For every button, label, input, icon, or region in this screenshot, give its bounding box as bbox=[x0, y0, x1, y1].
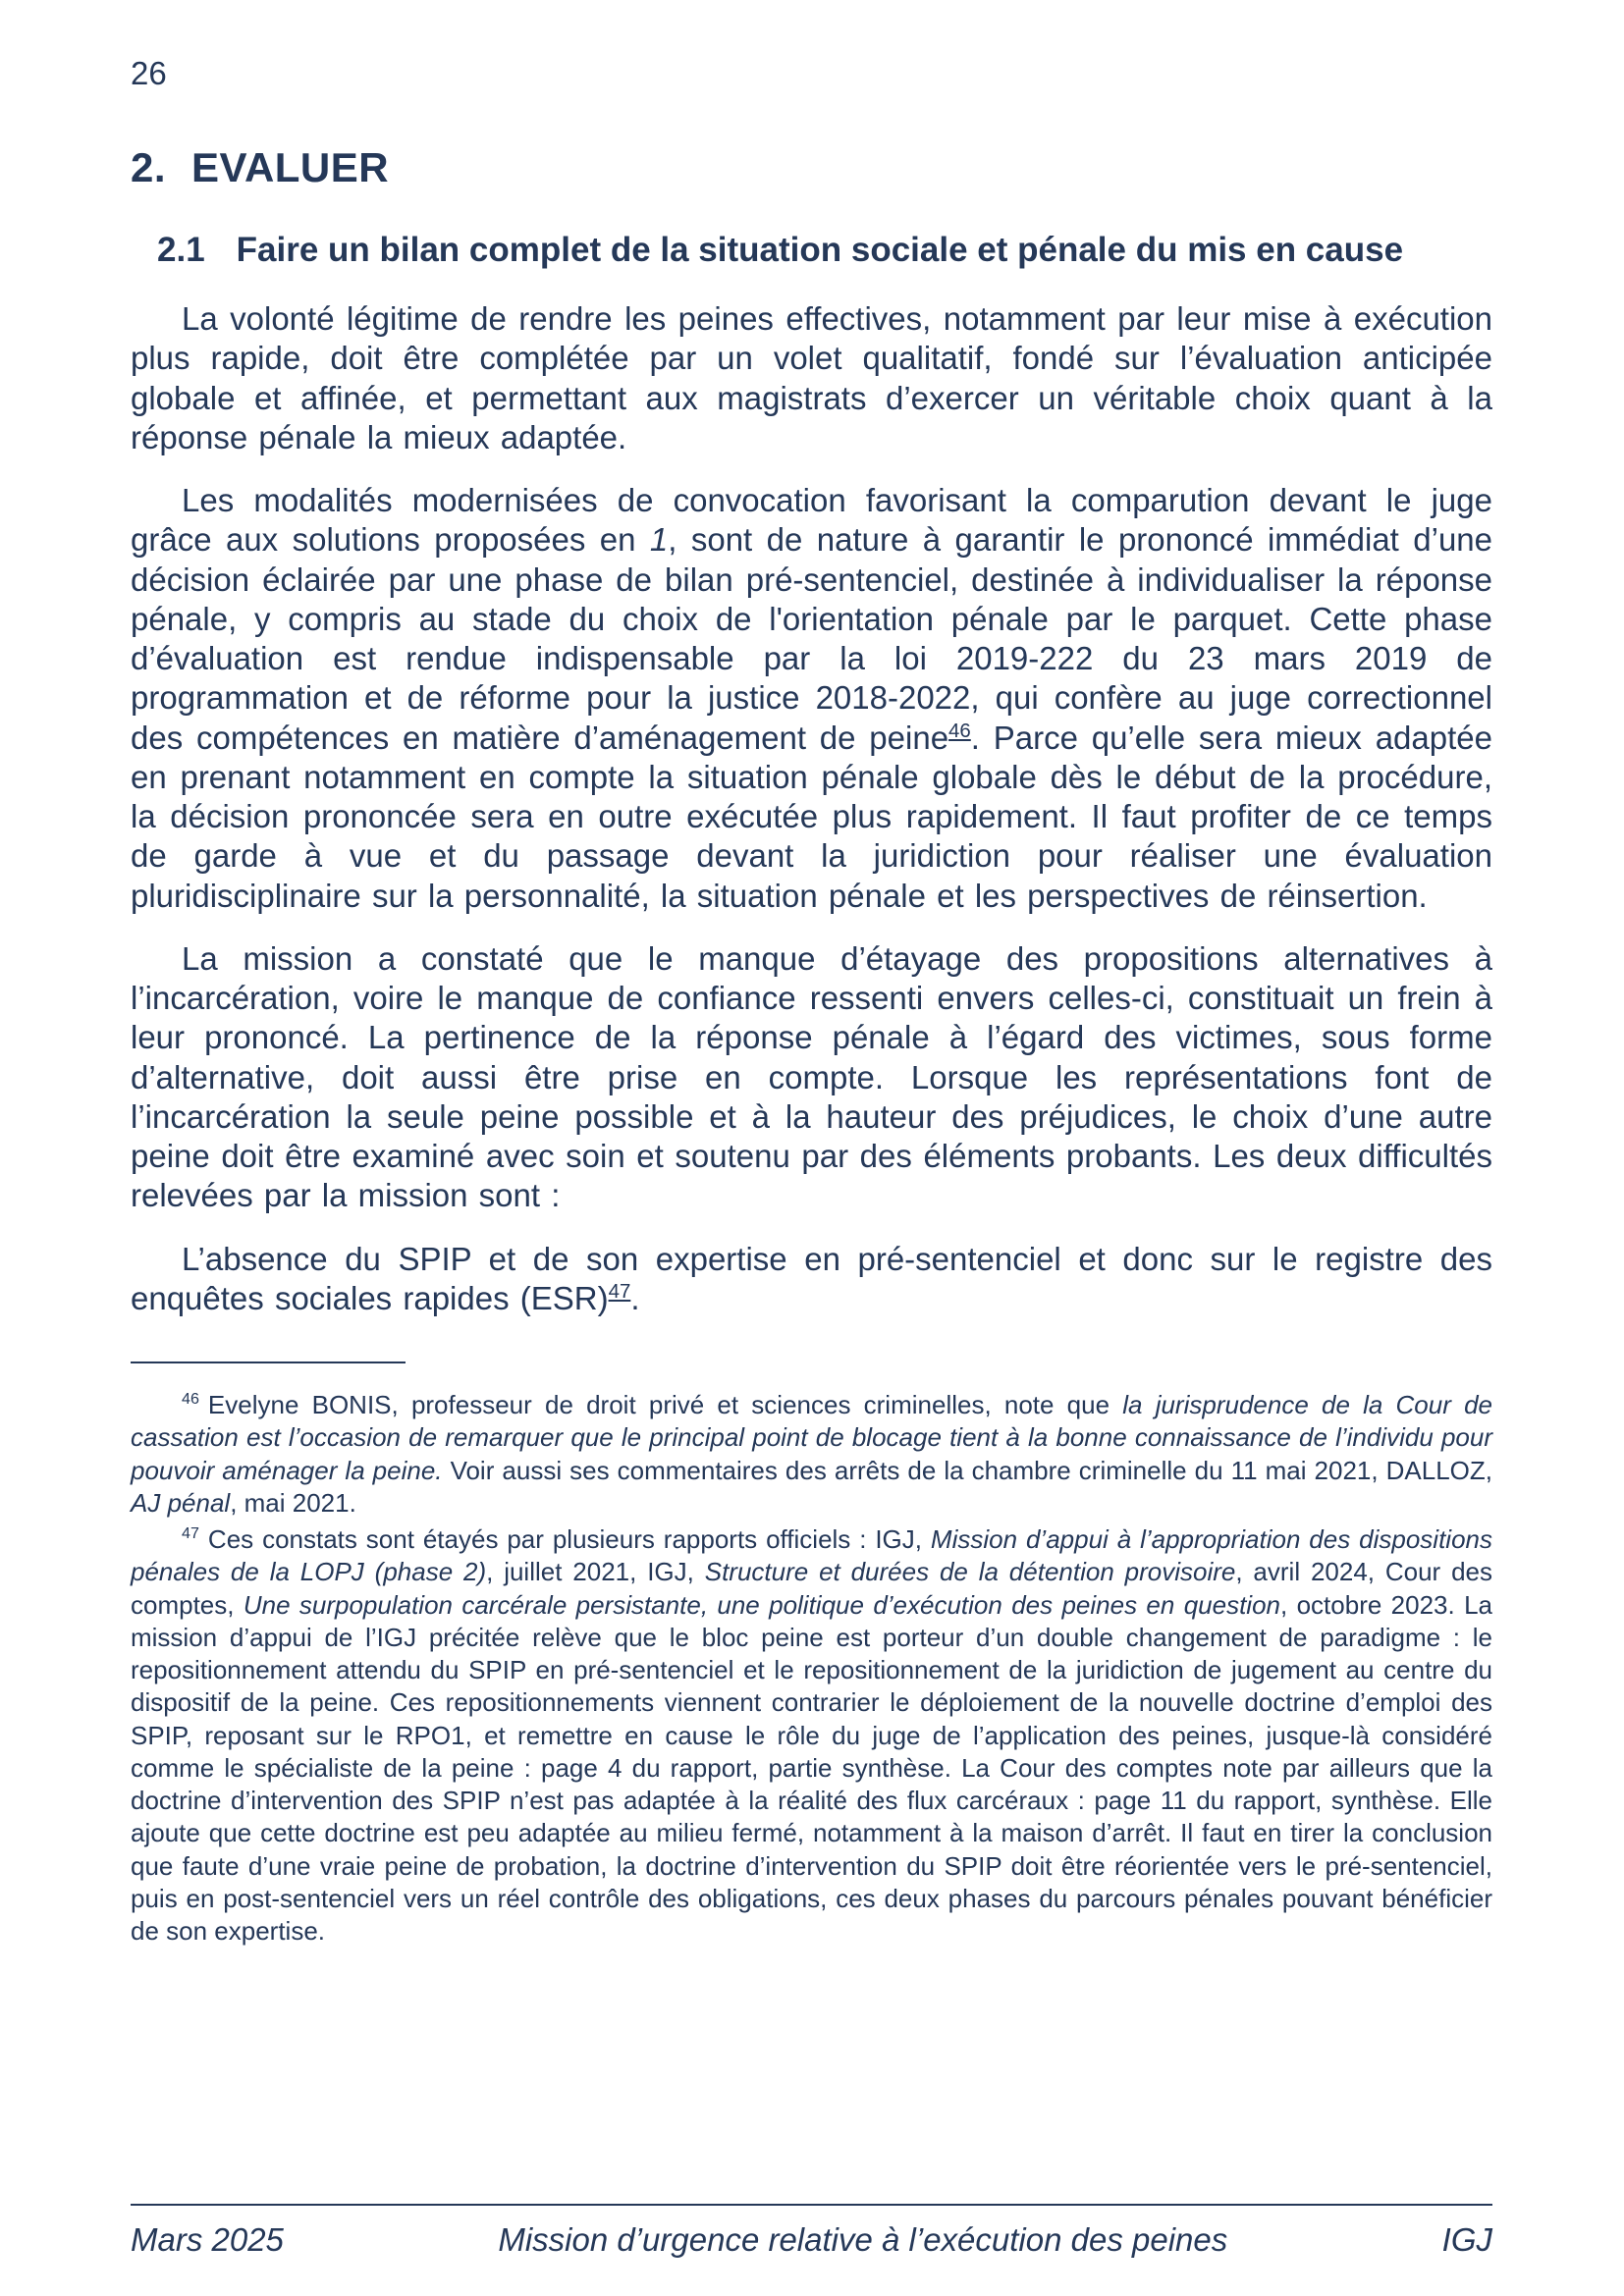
footnote-47-report-title-2: Structure et durées de la détention provisoire bbox=[704, 1557, 1236, 1587]
footnote-46-link[interactable]: 46 bbox=[948, 719, 971, 742]
paragraph-1: La volonté légitime de rendre les peines effectives, notamment par leur mise à exécution plus rapide, doit être complétée par un volet qualitatif, fondé sur l’évaluation anticipée globale et affinée, et permettant aux magistrats d’exercer un véritable choix quant à la réponse pénale la mieux adaptée. bbox=[131, 300, 1492, 455]
section-number: 2. bbox=[131, 144, 167, 190]
footnote-47-link[interactable]: 47 bbox=[608, 1279, 631, 1303]
footnote-46-text-a: Evelyne BONIS, professeur de droit privé et sciences criminelles, note que bbox=[207, 1390, 1123, 1419]
subsection-title: Faire un bilan complet de la situation sociale et pénale du mis en cause bbox=[236, 231, 1404, 269]
footnote-47-text-e: , avril 2024, Cour des comptes, bbox=[131, 1557, 1492, 1620]
paragraph-4-text-a: L’absence du SPIP et de son expertise en pré-sentenciel et donc sur le registre des enquêtes sociales rapides (ESR) bbox=[131, 1240, 1492, 1316]
footnote-47-report-title-1: Mission d’appui à l’appropriation des dispositions pénales de la LOPJ (phase 2) bbox=[131, 1524, 1492, 1587]
section-title: EVALUER bbox=[191, 144, 390, 190]
footnote-47-number: 47 bbox=[182, 1524, 199, 1543]
footnote-46-journal: AJ pénal bbox=[131, 1487, 231, 1518]
paragraph-4-text-b: . bbox=[630, 1279, 640, 1316]
subsection-number: 2.1 bbox=[157, 231, 205, 269]
paragraph-2-text-c: . Parce qu’elle sera mieux adaptée en prenant notamment en compte la situation pénale globale dès le début de la procédure, la décision prononcée sera en outre exécutée plus rapidement. Il faut profiter de ce temps de garde à vue et du passage devant la juridiction pour réaliser une évaluation pluridisciplinaire sur la personnalité, la situation pénale et les perspectives de réinsertion. bbox=[131, 719, 1492, 914]
paragraph-2 bbox=[131, 481, 1492, 916]
paragraph-3: La mission a constaté que le manque d’étayage des propositions alternatives à l’incarcération, voire le manque de confiance ressenti envers celles-ci, constituait un frein à leur prononcé. La pertinence de la réponse pénale à l’égard des victimes, sous forme d’alternative, doit aussi être prise en compte. Lorsque les représentations font de l’incarcération la seule peine possible et à la hauteur des préjudices, le choix d’une autre peine doit être examiné avec soin et soutenu par des éléments probants. Les deux difficultés relevées par la mission sont : bbox=[131, 939, 1492, 1214]
part-1-reference: 1 bbox=[649, 521, 669, 559]
footer-date: Mars 2025 bbox=[131, 2221, 284, 2258]
footnote-46-quote: la jurisprudence de la Cour de cassation est l’occasion de remarquer que le principal point de blocage tient à la bonne connaissance de l’individu pour pouvoir aménager la peine. bbox=[131, 1390, 1493, 1485]
page-footer bbox=[131, 2204, 1492, 2259]
footnote-46-text-c: Voir aussi ses commentaires des arrêts de la chambre criminelle du 11 mai 2021, DALLOZ, bbox=[442, 1455, 1492, 1485]
footnote-46-number: 46 bbox=[182, 1390, 199, 1409]
footnote-47 bbox=[131, 1523, 1492, 1948]
footnote-47-text-c: , juillet 2021, IGJ, bbox=[486, 1557, 705, 1587]
footnote-47-report-title-3: Une surpopulation carcérale persistante, une politique d’exécution des peines en question bbox=[243, 1589, 1281, 1620]
paragraph-2-text-a: Les modalités modernisées de convocation favorisant la comparution devant le juge grâce aux solutions proposées en bbox=[131, 482, 1492, 559]
paragraph-4 bbox=[131, 1240, 1492, 1319]
footnotes-section bbox=[131, 1389, 1492, 1949]
page-number: 26 bbox=[131, 55, 167, 91]
paragraph-2-text-b: , sont de nature à garantir le prononcé immédiat d’une décision éclairée par une phase de bilan pré-sentenciel, destinée à individualiser la réponse pénale, y compris au stade du choix de l'orientation pénale par le parquet. Cette phase d’évaluation est rendue indispensable par la loi 2019-222 du 23 mars 2019 de programmation et de réforme pour la justice 2018-2022, qui confère au juge correctionnel des compétences en matière d’aménagement de peine bbox=[131, 521, 1492, 756]
footnote-47-text-a: Ces constats sont étayés par plusieurs rapports officiels : IGJ, bbox=[207, 1524, 931, 1555]
footer-report-title: Mission d’urgence relative à l’exécution des peines bbox=[498, 2221, 1228, 2258]
footer-organization: IGJ bbox=[1441, 2221, 1492, 2258]
footnote-47-text-g: , octobre 2023. La mission d’appui de l’IGJ précitée relève que le bloc peine est porteur d’un double changement de paradigme : le repositionnement attendu du SPIP en pré-sentenciel et le repositionnement de la juridiction de jugement au centre du dispositif de la peine. Ces repositionnements viennent contrarier le déploiement de la nouvelle doctrine d’emploi des SPIP, reposant sur le RPO1, et remettre en cause le rôle du juge de l’application des peines, jusque-là considéré comme le spécialiste de la peine : page 4 du rapport, partie synthèse. La Cour des comptes note par ailleurs que la doctrine d’intervention des SPIP n’est pas adaptée à la réalité des flux carcéraux : page 11 du rapport, synthèse. Elle ajoute que cette doctrine est peu adaptée au milieu fermé, notamment à la maison d’arrêt. Il faut en tirer la conclusion que faute d’une vraie peine de probation, la doctrine d’intervention du SPIP doit être réorientée vers le pré-sentenciel, puis en post-sentenciel vers un réel contrôle des obligations, ces deux phases du parcours pénales pouvant bénéficier de son expertise. bbox=[131, 1589, 1492, 1947]
section-heading bbox=[131, 144, 1492, 191]
footnote-46-text-e: , mai 2021. bbox=[230, 1487, 356, 1518]
footnote-46 bbox=[131, 1389, 1492, 1520]
footnote-separator bbox=[131, 1362, 406, 1363]
subsection-heading bbox=[157, 231, 1492, 270]
